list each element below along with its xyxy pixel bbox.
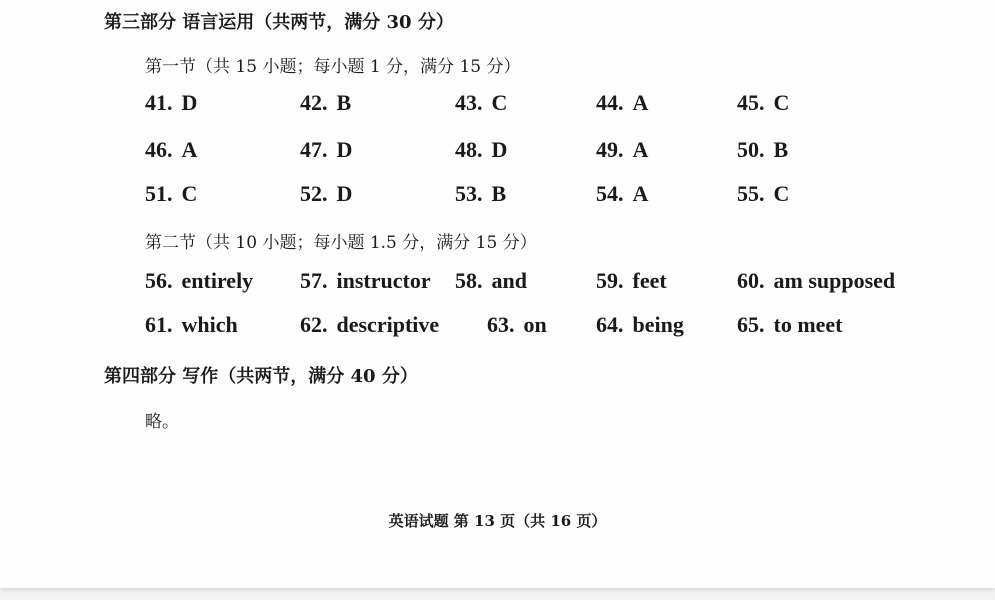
answer-item: 52. D xyxy=(300,181,353,206)
answer-item: 61. which xyxy=(145,312,238,337)
answer-item: 60. am supposed xyxy=(737,268,896,293)
answer-item: 53. B xyxy=(455,181,507,206)
answer-item: 44. A xyxy=(596,90,649,115)
answer-item: 43. C xyxy=(455,90,508,115)
answer-item: 62. descriptive xyxy=(300,312,440,337)
answer-item: 49. A xyxy=(596,137,649,162)
answer-item: 41. D xyxy=(145,90,198,115)
answer-item: 42. B xyxy=(300,90,352,115)
part4-title: 第四部分 写作（共两节，满分 40 分） xyxy=(104,366,418,387)
answer-item: 57. instructor xyxy=(300,268,431,293)
answer-item: 46. A xyxy=(145,137,198,162)
answer-item: 51. C xyxy=(145,181,198,206)
answer-item: 65. to meet xyxy=(737,312,843,337)
part3-title: 第三部分 语言运用（共两节，满分 30 分） xyxy=(104,12,454,33)
answer-row xyxy=(0,181,995,211)
answer-item: 63. on xyxy=(487,312,547,337)
answer-row xyxy=(0,90,995,120)
answer-row xyxy=(0,312,995,342)
answer-item: 59. feet xyxy=(596,268,667,293)
answer-item: 55. C xyxy=(737,181,790,206)
page-footer: 英语试题 第 13 页（共 16 页） xyxy=(388,512,607,530)
answer-item: 54. A xyxy=(596,181,649,206)
answer-item: 50. B xyxy=(737,137,789,162)
answer-row xyxy=(0,268,995,298)
answer-item: 48. D xyxy=(455,137,508,162)
part4-note: 略。 xyxy=(145,412,179,432)
answer-row xyxy=(0,137,995,167)
answer-item: 58. and xyxy=(455,268,527,293)
section2-title: 第二节（共 10 小题；每小题 1.5 分，满分 15 分） xyxy=(145,233,537,253)
answer-item: 45. C xyxy=(737,90,790,115)
answer-item: 64. being xyxy=(596,312,684,337)
answer-item: 47. D xyxy=(300,137,353,162)
section1-title: 第一节（共 15 小题；每小题 1 分，满分 15 分） xyxy=(145,57,521,77)
answer-item: 56. entirely xyxy=(145,268,254,293)
